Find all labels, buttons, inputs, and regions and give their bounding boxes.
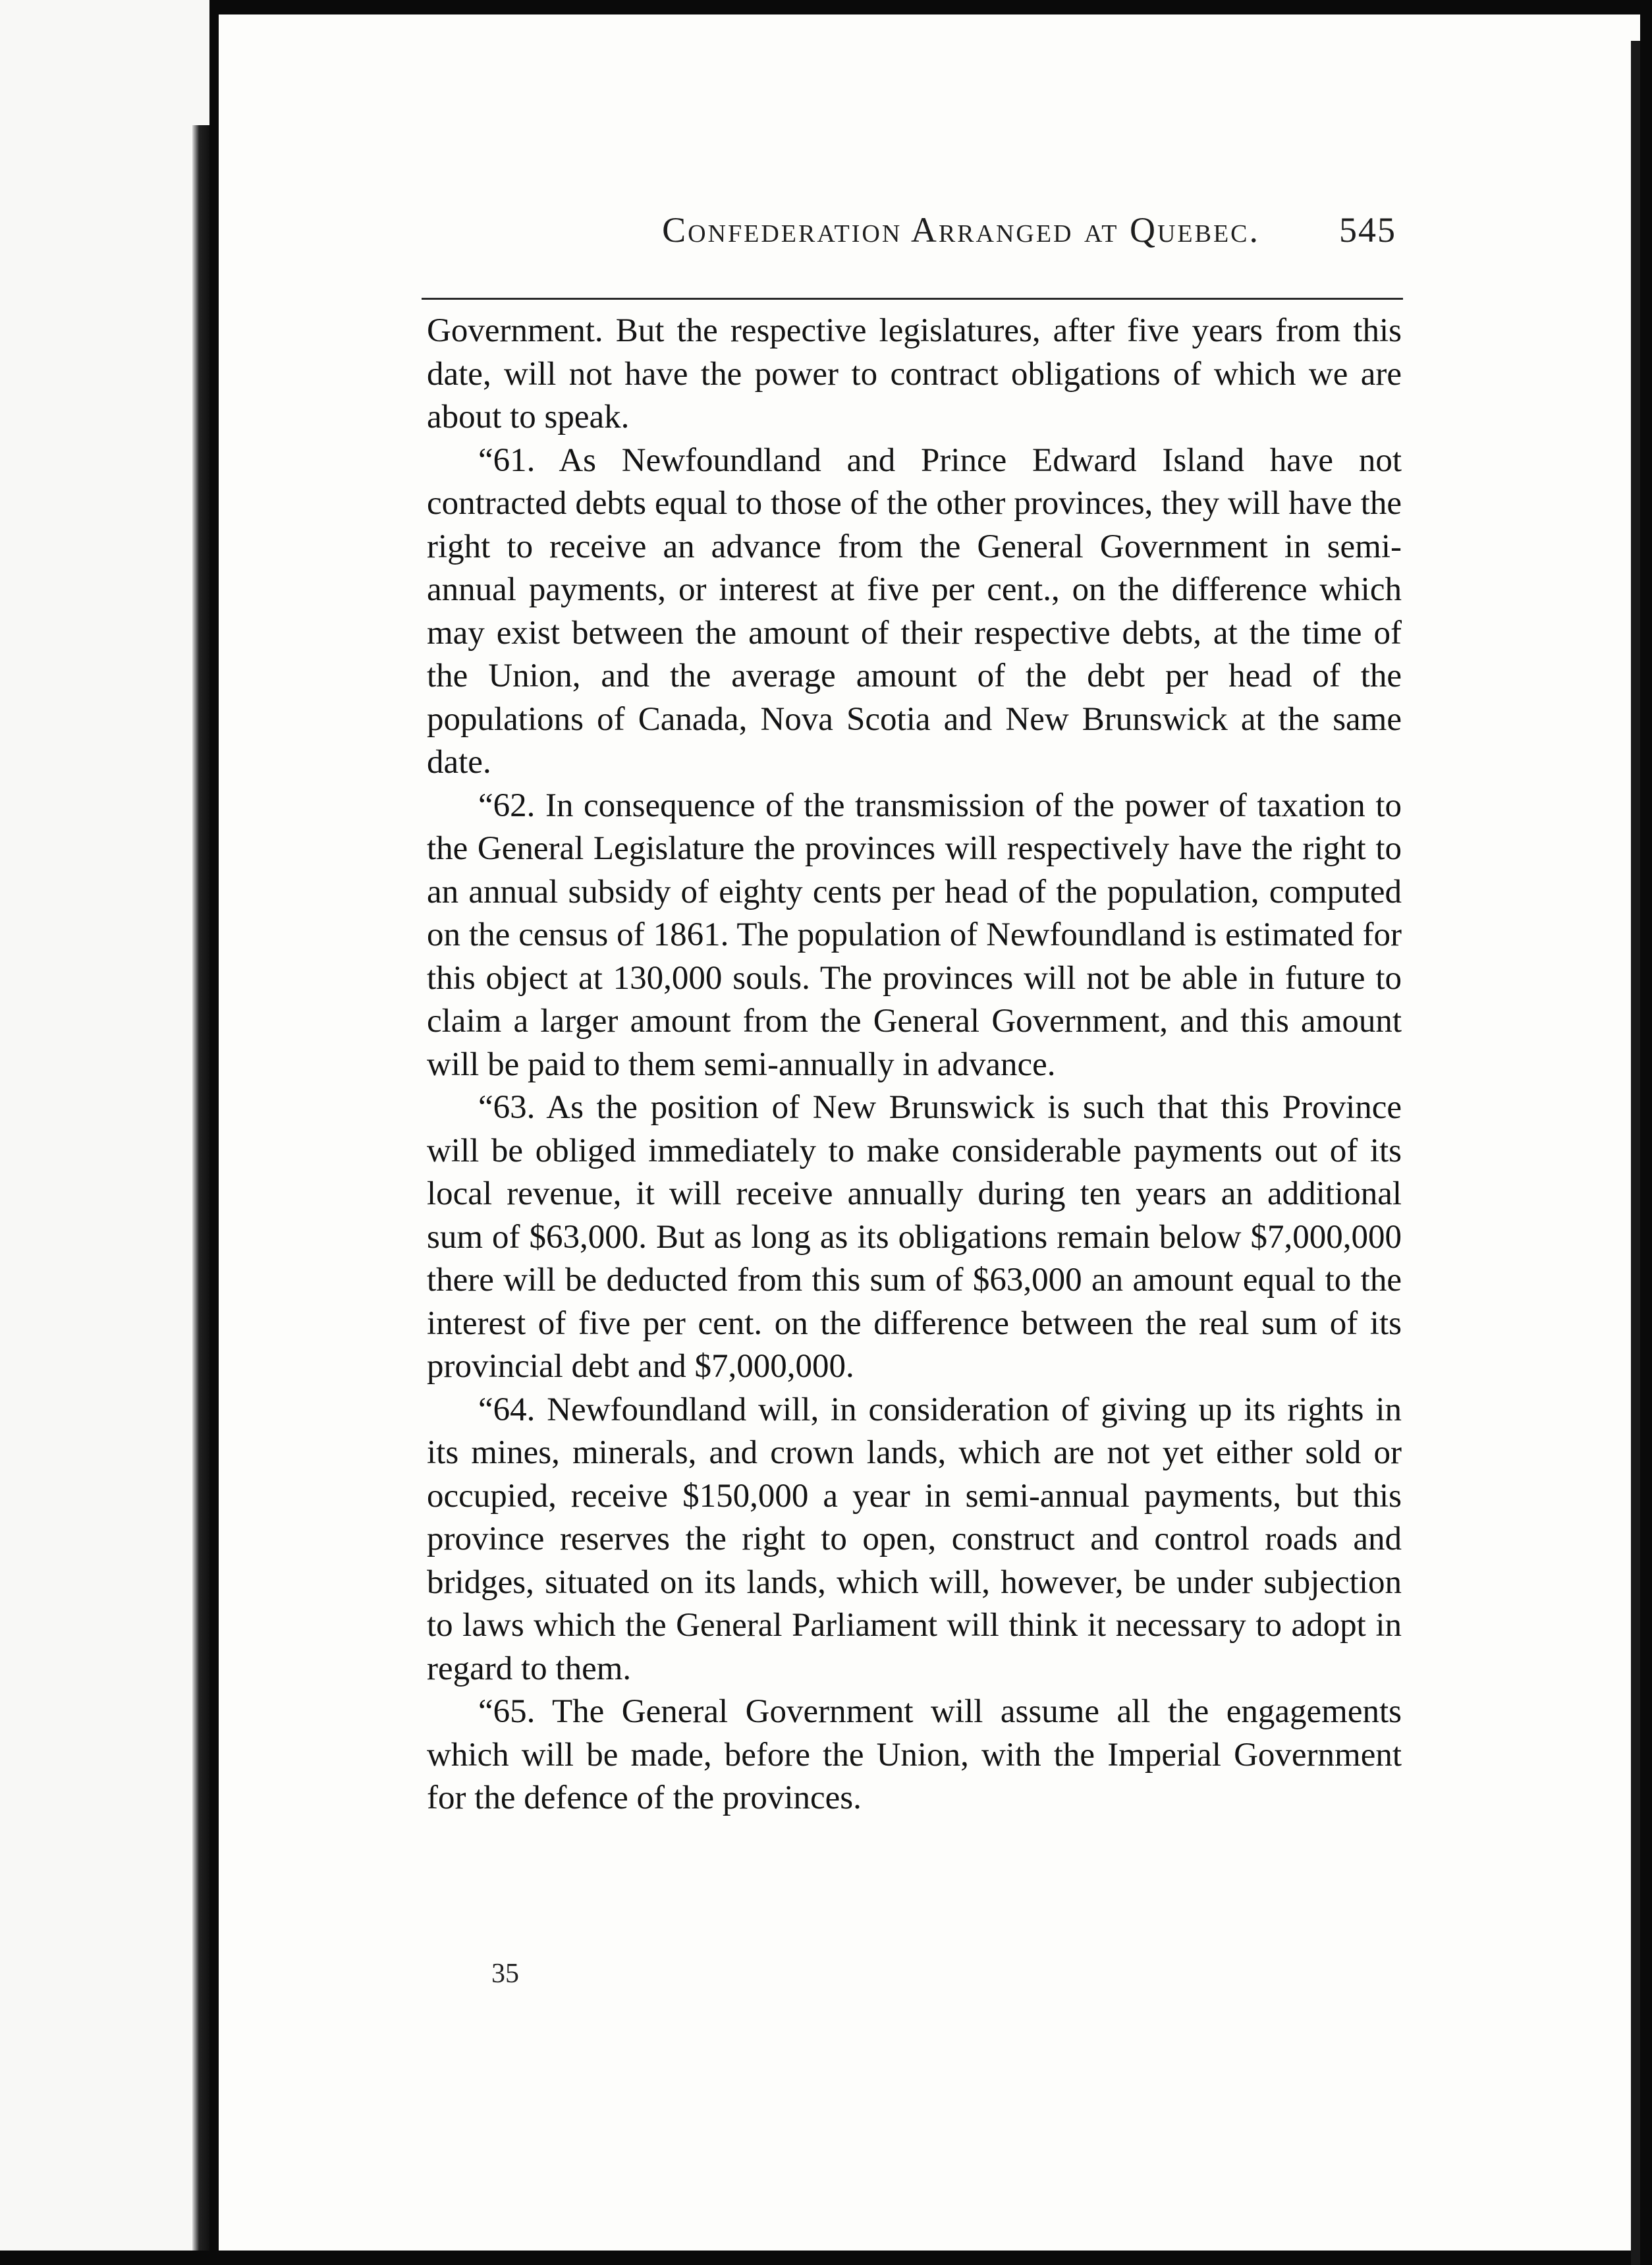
book-gutter bbox=[192, 125, 209, 2251]
paragraph-63: “63. As the position of New Brunswick is such that this Province will be obliged immediately to make considerable payments out of its local revenue, it will receive annually during ten years an additional sum of $63,000. But as long as its obligations remain below $7,000,000 there will be deducted from this sum of $63,000 an amount equal to the interest of five per cent. on the difference between the real sum of its provincial debt and $7,000,000. bbox=[427, 1089, 1402, 1385]
page-edge-shadow bbox=[1631, 41, 1640, 2265]
previous-page-edge bbox=[0, 0, 209, 2251]
paragraph-64: “64. Newfoundland will, in consideration of giving up its rights in its mines, minerals, and crown lands, which are not yet either sold or occupied, receive $150,000 a year in semi-annual payments, but this province reserves the right to open, construct and control roads and bridges, situated on its lands, which will, however, be under subjection to laws which the General Parliament will think it necessary to adopt in regard to them. bbox=[427, 1391, 1402, 1687]
running-head-title: Confederation Arranged at Quebec. bbox=[662, 210, 1260, 250]
paragraph-61: “61. As Newfoundland and Prince Edward Island have not contracted debts equal to those of the other provinces, they will have the right to receive an advance from the General Government in semi-annual payments, or interest at five per cent., on the difference which may exist between the amount of their respective debts, at the time of the Union, and the average amount of the debt per head of the populations of Canada, Nova Scotia and New Brunswick at the same date. bbox=[427, 441, 1402, 781]
paragraph-continuation: Government. But the respective legislatures, after five years from this date, will not have the power to contract obligations of which we are about to speak. bbox=[427, 312, 1402, 435]
page-number: 545 bbox=[1339, 210, 1396, 250]
signature-mark: 35 bbox=[491, 1959, 519, 1989]
body-text bbox=[427, 310, 1402, 1820]
running-head bbox=[356, 210, 1396, 262]
paragraph-62: “62. In consequence of the transmission of the power of taxation to the General Legislature the provinces will respectively have the right to an annual subsidy of eighty cents per head of the population, computed on the census of 1861. The population of Newfoundland is estimated for this object at 130,000 souls. The provinces will not be able in future to claim a larger amount from the General Government, and this amount will be paid to them semi-annually in advance. bbox=[427, 787, 1402, 1083]
header-rule bbox=[422, 298, 1403, 300]
paragraph-65: “65. The General Government will assume all the engagements which will be made, before the Union, with the Imperial Government for the defence of the provinces. bbox=[427, 1693, 1402, 1816]
